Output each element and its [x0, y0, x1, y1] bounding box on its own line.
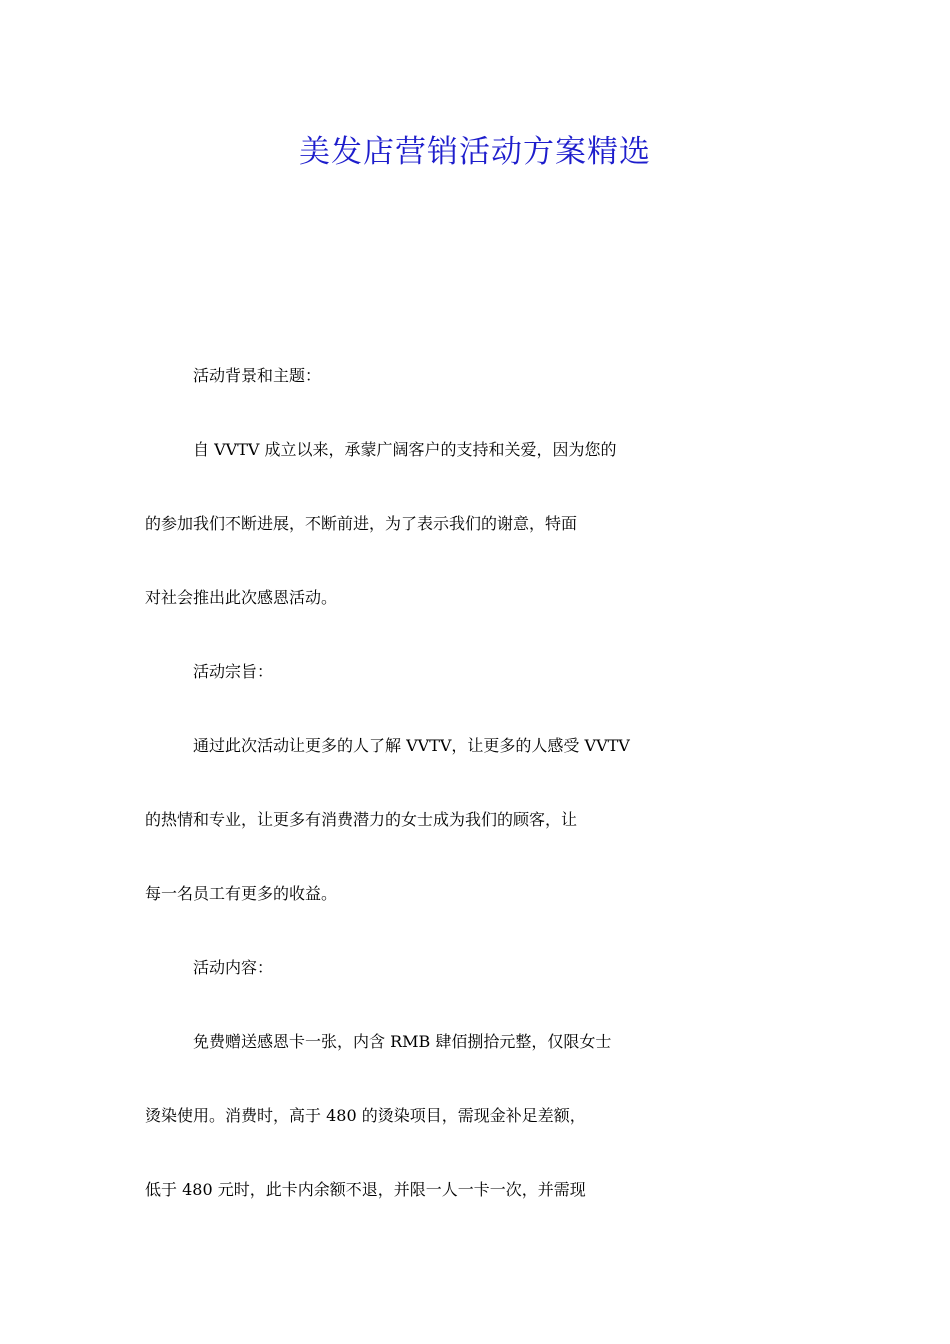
section-heading-background: [145, 339, 807, 413]
text-line: 自 VVTV 成立以来，承蒙广阔客户的支持和关爱，因为您的: [193, 440, 617, 459]
text-line: 烫染使用。消费时，高于 480 的烫染项目，需现金补足差额，: [145, 1106, 586, 1125]
paragraph-background: [145, 413, 807, 635]
text-line: 活动背景和主题：: [193, 366, 322, 385]
document-body: [145, 339, 807, 1227]
text-line: 对社会推出此次感恩活动。: [145, 588, 338, 607]
text-line: 的参加我们不断进展，不断前进，为了表示我们的谢意，特面: [145, 514, 578, 533]
document-title: 美发店营销活动方案精选: [299, 134, 651, 170]
text-line: 活动宗旨：: [193, 662, 274, 681]
text-line: 每一名员工有更多的收益。: [145, 884, 338, 903]
text-line: 通过此次活动让更多的人了解 VVTV，让更多的人感受 VVTV: [193, 736, 630, 755]
section-heading-content: [145, 931, 807, 1005]
paragraph-content: [145, 1005, 807, 1227]
text-line: 低于 480 元时，此卡内余额不退，并限一人一卡一次，并需现: [145, 1180, 586, 1199]
text-line: 免费赠送感恩卡一张，内含 RMB 肆佰捌拾元整，仅限女士: [193, 1032, 612, 1051]
section-heading-purpose: [145, 635, 807, 709]
text-line: 活动内容：: [193, 958, 274, 977]
paragraph-purpose: [145, 709, 807, 931]
text-line: 的热情和专业，让更多有消费潜力的女士成为我们的顾客，让: [145, 810, 578, 829]
